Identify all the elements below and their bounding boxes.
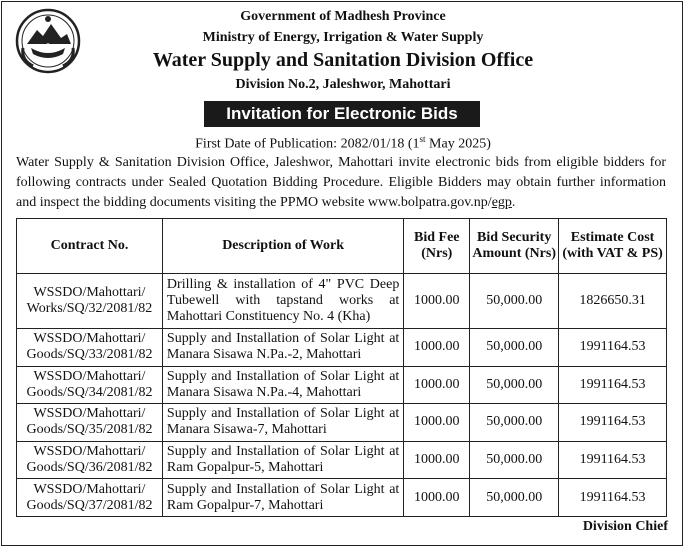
estimate-cost-cell: 1991164.53 — [559, 479, 667, 517]
bid-security-cell: 50,000.00 — [470, 441, 559, 479]
contract-no-cell: WSSDO/Mahottari/ Goods/SQ/35/2081/82 — [17, 404, 163, 442]
ministry-name: Ministry of Energy, Irrigation & Water Supply — [202, 30, 484, 45]
division-address: Division No.2, Jaleshwor, Mahottari — [235, 77, 451, 92]
signatory-title: Division Chief — [582, 519, 668, 534]
table-row — [17, 479, 667, 517]
table-row — [17, 274, 667, 329]
bid-security-cell: 50,000.00 — [470, 274, 559, 329]
contract-no-cell: WSSDO/Mahottari/ Goods/SQ/33/2081/82 — [17, 329, 163, 367]
col-description: Description of Work — [162, 219, 403, 274]
bid-table — [16, 218, 667, 517]
bid-fee-cell: 1000.00 — [404, 329, 470, 367]
bid-fee-cell: 1000.00 — [404, 404, 470, 442]
egp-link[interactable]: egp — [491, 195, 512, 210]
col-bid-fee: Bid Fee (Nrs) — [404, 219, 470, 274]
contract-no-cell: WSSDO/Mahottari/ Goods/SQ/36/2081/82 — [17, 441, 163, 479]
estimate-cost-cell: 1991164.53 — [559, 366, 667, 404]
description-cell: Supply and Installation of Solar Light at Ram Gopalpur-5, Mahottari — [162, 441, 403, 479]
table-row — [17, 404, 667, 442]
bid-fee-cell: 1000.00 — [404, 366, 470, 404]
col-contract-no: Contract No. — [17, 219, 163, 274]
intro-paragraph: Water Supply & Sanitation Division Office, Jaleshwor, Mahottari invite electronic bids from eligible bidders for following contracts under Sealed Quotation Bidding Procedure. Eligible Bidders may obtain further information and inspect the bidding documents visiting the PPMO website www.bolpatra.gov.np/egp. — [16, 155, 666, 210]
bid-fee-cell: 1000.00 — [404, 479, 470, 517]
table-row — [17, 329, 667, 367]
description-cell: Supply and Installation of Solar Light at Ram Gopalpur-7, Mahottari — [162, 479, 403, 517]
description-cell: Supply and Installation of Solar Light at Manara Sisawa N.Pa.-4, Mahottari — [162, 366, 403, 404]
bid-security-cell: 50,000.00 — [470, 479, 559, 517]
bid-security-cell: 50,000.00 — [470, 404, 559, 442]
estimate-cost-cell: 1826650.31 — [559, 274, 667, 329]
contract-no-cell: WSSDO/Mahottari/ Goods/SQ/34/2081/82 — [17, 366, 163, 404]
bid-fee-cell: 1000.00 — [404, 274, 470, 329]
description-cell: Drilling & installation of 4" PVC Deep Tubewell with tapstand works at Mahottari Constituency No. 4 (Kha) — [162, 274, 403, 329]
description-cell: Supply and Installation of Solar Light at Manara Sisawa-7, Mahottari — [162, 404, 403, 442]
bid-security-cell: 50,000.00 — [470, 329, 559, 367]
table-row — [17, 441, 667, 479]
bid-fee-cell: 1000.00 — [404, 441, 470, 479]
contract-no-cell: WSSDO/Mahottari/ Goods/SQ/37/2081/82 — [17, 479, 163, 517]
notice-title: Invitation for Electronic Bids — [204, 101, 480, 127]
publication-date: First Date of Publication: 2082/01/18 (1st May 2025) — [195, 134, 491, 152]
table-header-row — [17, 219, 667, 274]
estimate-cost-cell: 1991164.53 — [559, 404, 667, 442]
table-row — [17, 366, 667, 404]
col-estimate-cost: Estimate Cost (with VAT & PS) — [559, 219, 667, 274]
bid-security-cell: 50,000.00 — [470, 366, 559, 404]
estimate-cost-cell: 1991164.53 — [559, 441, 667, 479]
office-name: Water Supply and Sanitation Division Office — [152, 49, 534, 71]
estimate-cost-cell: 1991164.53 — [559, 329, 667, 367]
description-cell: Supply and Installation of Solar Light at Manara Sisawa N.Pa.-2, Mahottari — [162, 329, 403, 367]
contract-no-cell: WSSDO/Mahottari/ Works/SQ/32/2081/82 — [17, 274, 163, 329]
col-bid-security: Bid Security Amount (Nrs) — [470, 219, 559, 274]
government-name: Government of Madhesh Province — [240, 9, 446, 24]
